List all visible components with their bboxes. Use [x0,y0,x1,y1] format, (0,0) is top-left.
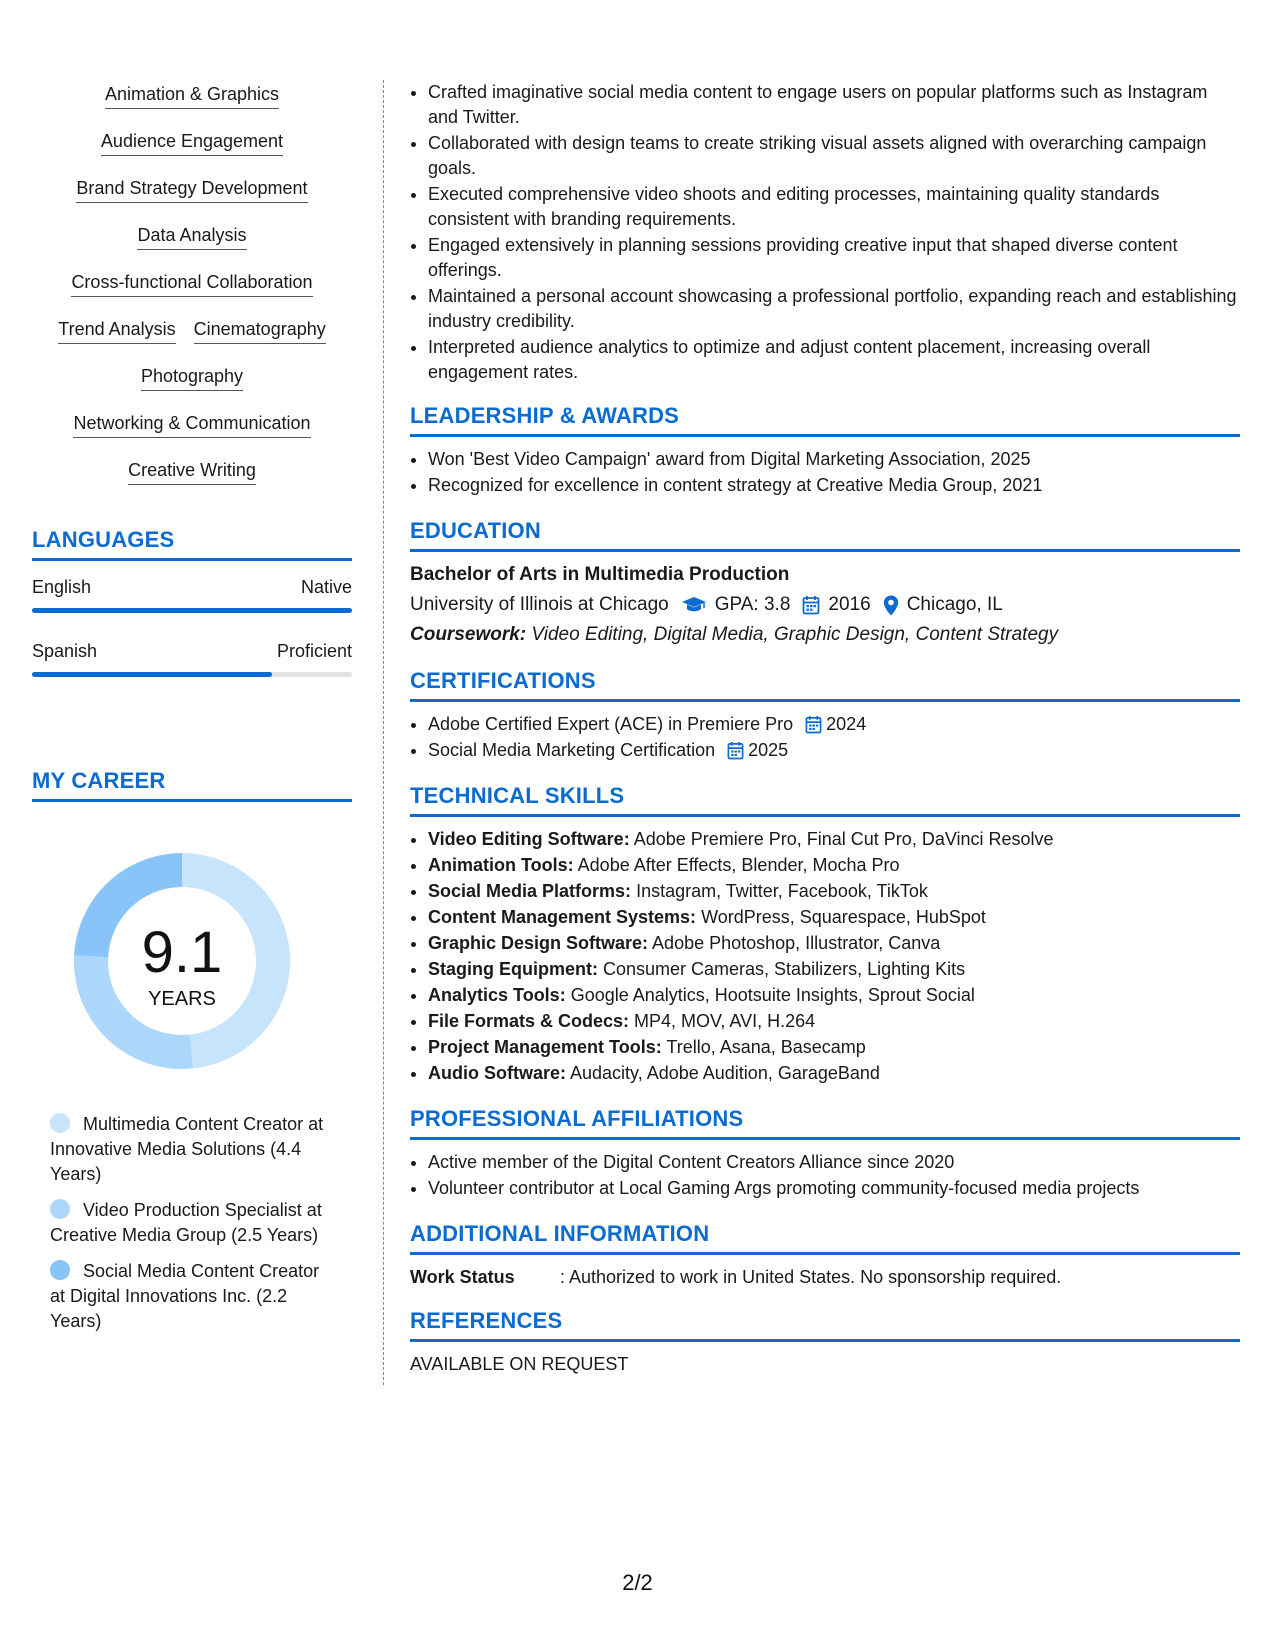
technical-skill-label: Project Management Tools: [428,1037,662,1057]
technical-skill-item [428,1061,1240,1086]
certifications-title: CERTIFICATIONS [410,668,1240,702]
technical-skill-value: Audacity, Adobe Audition, GarageBand [566,1063,880,1083]
career-title: MY CAREER [32,768,352,802]
technical-skill-label: File Formats & Codecs: [428,1011,630,1031]
technical-skill-value: Trello, Asana, Basecamp [661,1037,866,1057]
career-donut-chart [67,846,297,1076]
experience-bullet: • Crafted imaginative social media content to engage users on popular platforms such as Instagram and Twitter. [428,80,1240,130]
page-number: 2/2 [622,1570,653,1595]
languages-title: LANGUAGES [32,527,352,561]
technical-skill-item [428,853,1240,878]
certification-name: • Adobe Certified Expert (ACE) in Premiere Pro [428,714,794,734]
technical-skill-label: Social Media Platforms: [428,881,632,901]
technical-skill-value: MP4, MOV, AVI, H.264 [629,1011,816,1031]
technical-skill-label: Graphic Design Software: [428,933,649,953]
certification-year: 2024 [826,714,867,734]
technical-skill-value: Adobe Photoshop, Illustrator, Canva [648,933,941,953]
legend-dot [50,1199,70,1219]
skills-row [32,458,352,485]
education-section [410,518,1240,646]
technical-skill-item [428,827,1240,852]
language-name: English [32,577,92,597]
education-title: EDUCATION [410,518,1240,552]
additional-info-section [410,1221,1240,1288]
technical-skills-section [410,783,1240,1086]
affiliation-item: • Active member of the Digital Content Creators Alliance since 2020 [428,1150,1240,1175]
language-bar-fill [32,608,352,613]
skills-row [32,270,352,297]
education-degree: Bachelor of Arts in Multimedia Production [410,564,790,585]
skill-tag: Networking & Communication [73,411,310,438]
affiliations-title: PROFESSIONAL AFFILIATIONS [410,1106,1240,1140]
education-school: University of Illinois at Chicago [410,594,669,615]
experience-bullet: • Executed comprehensive video shoots and editing processes, maintaining quality standards consistent with branding requirements. [428,182,1240,232]
language-item [32,577,352,613]
education-year: 2016 [828,594,871,615]
certification-item [428,712,1240,737]
technical-skill-value: Adobe Premiere Pro, Final Cut Pro, DaVinci Resolve [629,829,1054,849]
calendar-icon [802,595,820,615]
skills-row [32,176,352,203]
experience-bullets [410,80,1240,385]
graduation-cap-icon [681,596,707,614]
technical-skill-item [428,1035,1240,1060]
skills-section [32,82,352,485]
career-legend-text: Video Production Specialist at Creative Media Group (2.5 Years) [50,1200,322,1245]
technical-skill-label: Content Management Systems: [428,907,697,927]
certifications-list [410,712,1240,763]
career-legend-item [50,1259,330,1334]
skills-row [32,411,352,438]
skill-tag: Brand Strategy Development [76,176,307,203]
skill-tag: Cinematography [194,317,326,344]
career-legend-text: Multimedia Content Creator at Innovative Media Solutions (4.4 Years) [50,1114,324,1184]
legend-dot [50,1260,70,1280]
work-status-label: Work Status [410,1267,515,1287]
technical-skill-item [428,879,1240,904]
leadership-list [410,447,1240,498]
references-text: AVAILABLE ON REQUEST [410,1354,629,1374]
language-name: Spanish [32,641,98,661]
career-legend-item [50,1198,330,1248]
experience-bullet: • Maintained a personal account showcasing a professional portfolio, expanding reach and establishing industry credibility. [428,284,1240,334]
leadership-section [410,403,1240,498]
skill-tag: Creative Writing [128,458,256,485]
career-legend [50,1112,330,1334]
certifications-section [410,668,1240,763]
experience-bullet: • Interpreted audience analytics to optimize and adjust content placement, increasing overall engagement rates. [428,335,1240,385]
certification-item [428,738,1240,763]
leadership-item: • Recognized for excellence in content strategy at Creative Media Group, 2021 [428,473,1240,498]
technical-skill-value: Consumer Cameras, Stabilizers, Lighting Kits [598,959,966,979]
skills-list [32,82,352,485]
skill-tag: Photography [141,364,243,391]
work-status-value: : Authorized to work in United States. No sponsorship required. [560,1267,1062,1287]
language-bar [32,672,352,677]
technical-skill-item [428,905,1240,930]
language-bar-fill [32,672,272,677]
education-location: Chicago, IL [906,594,1003,615]
technical-skill-item [428,957,1240,982]
technical-skills-list [410,827,1240,1086]
career-legend-item [50,1112,330,1187]
references-section [410,1308,1240,1375]
certification-year: 2025 [748,740,789,760]
technical-skill-item [428,983,1240,1008]
skills-row [32,129,352,156]
skills-row [32,82,352,109]
skill-tag: Trend Analysis [58,317,175,344]
leadership-item: • Won 'Best Video Campaign' award from Digital Marketing Association, 2025 [428,447,1240,472]
experience-bullet: • Collaborated with design teams to create striking visual assets aligned with overarching campaign goals. [428,131,1240,181]
language-bar [32,608,352,613]
skills-row [32,364,352,391]
technical-skill-label: Audio Software: [428,1063,566,1083]
career-section [32,768,352,1345]
technical-skill-value: Adobe After Effects, Blender, Mocha Pro [573,855,900,875]
calendar-icon [805,715,822,734]
main-column [410,80,1240,1375]
references-title: REFERENCES [410,1308,1240,1342]
skills-row [32,317,352,344]
language-item [32,641,352,677]
technical-skill-value: Instagram, Twitter, Facebook, TikTok [631,881,928,901]
work-status-row [410,1267,1240,1288]
certification-name: • Social Media Marketing Certification [428,740,716,760]
skill-tag: Animation & Graphics [105,82,279,109]
career-total-years: 9.1 [141,920,223,985]
affiliations-section [410,1106,1240,1201]
coursework-value: Video Editing, Digital Media, Graphic Design, Content Strategy [526,624,1059,645]
technical-skill-item [428,931,1240,956]
leadership-title: LEADERSHIP & AWARDS [410,403,1240,437]
skill-tag: Audience Engagement [101,129,283,156]
technical-skill-item [428,1009,1240,1034]
donut-center [67,846,297,1076]
skills-row [32,223,352,250]
education-coursework [410,624,1240,646]
legend-dot [50,1113,70,1133]
technical-skill-label: Staging Equipment: [428,959,598,979]
languages-section [32,527,352,677]
affiliation-item: • Volunteer contributor at Local Gaming Args promoting community-focused media projects [428,1176,1240,1201]
location-pin-icon [883,595,899,616]
technical-skills-title: TECHNICAL SKILLS [410,783,1240,817]
affiliations-list [410,1150,1240,1201]
language-level: Native [300,577,352,597]
technical-skill-value: Google Analytics, Hootsuite Insights, Sprout Social [565,985,975,1005]
calendar-icon [727,741,744,760]
column-divider [383,80,384,1385]
technical-skill-value: WordPress, Squarespace, HubSpot [696,907,986,927]
education-gpa: GPA: 3.8 [714,594,791,615]
language-level: Proficient [276,641,352,661]
career-years-label: YEARS [148,988,216,1010]
coursework-label: Coursework: [410,624,527,645]
technical-skill-label: Animation Tools: [428,855,574,875]
education-details [410,594,1240,616]
career-legend-text: Social Media Content Creator at Digital Innovations Inc. (2.2 Years) [50,1261,320,1331]
experience-bullet: • Engaged extensively in planning sessions providing creative input that shaped diverse content offerings. [428,233,1240,283]
additional-info-title: ADDITIONAL INFORMATION [410,1221,1240,1255]
technical-skill-label: Video Editing Software: [428,829,630,849]
skill-tag: Data Analysis [137,223,246,250]
skill-tag: Cross-functional Collaboration [71,270,312,297]
technical-skill-label: Analytics Tools: [428,985,566,1005]
